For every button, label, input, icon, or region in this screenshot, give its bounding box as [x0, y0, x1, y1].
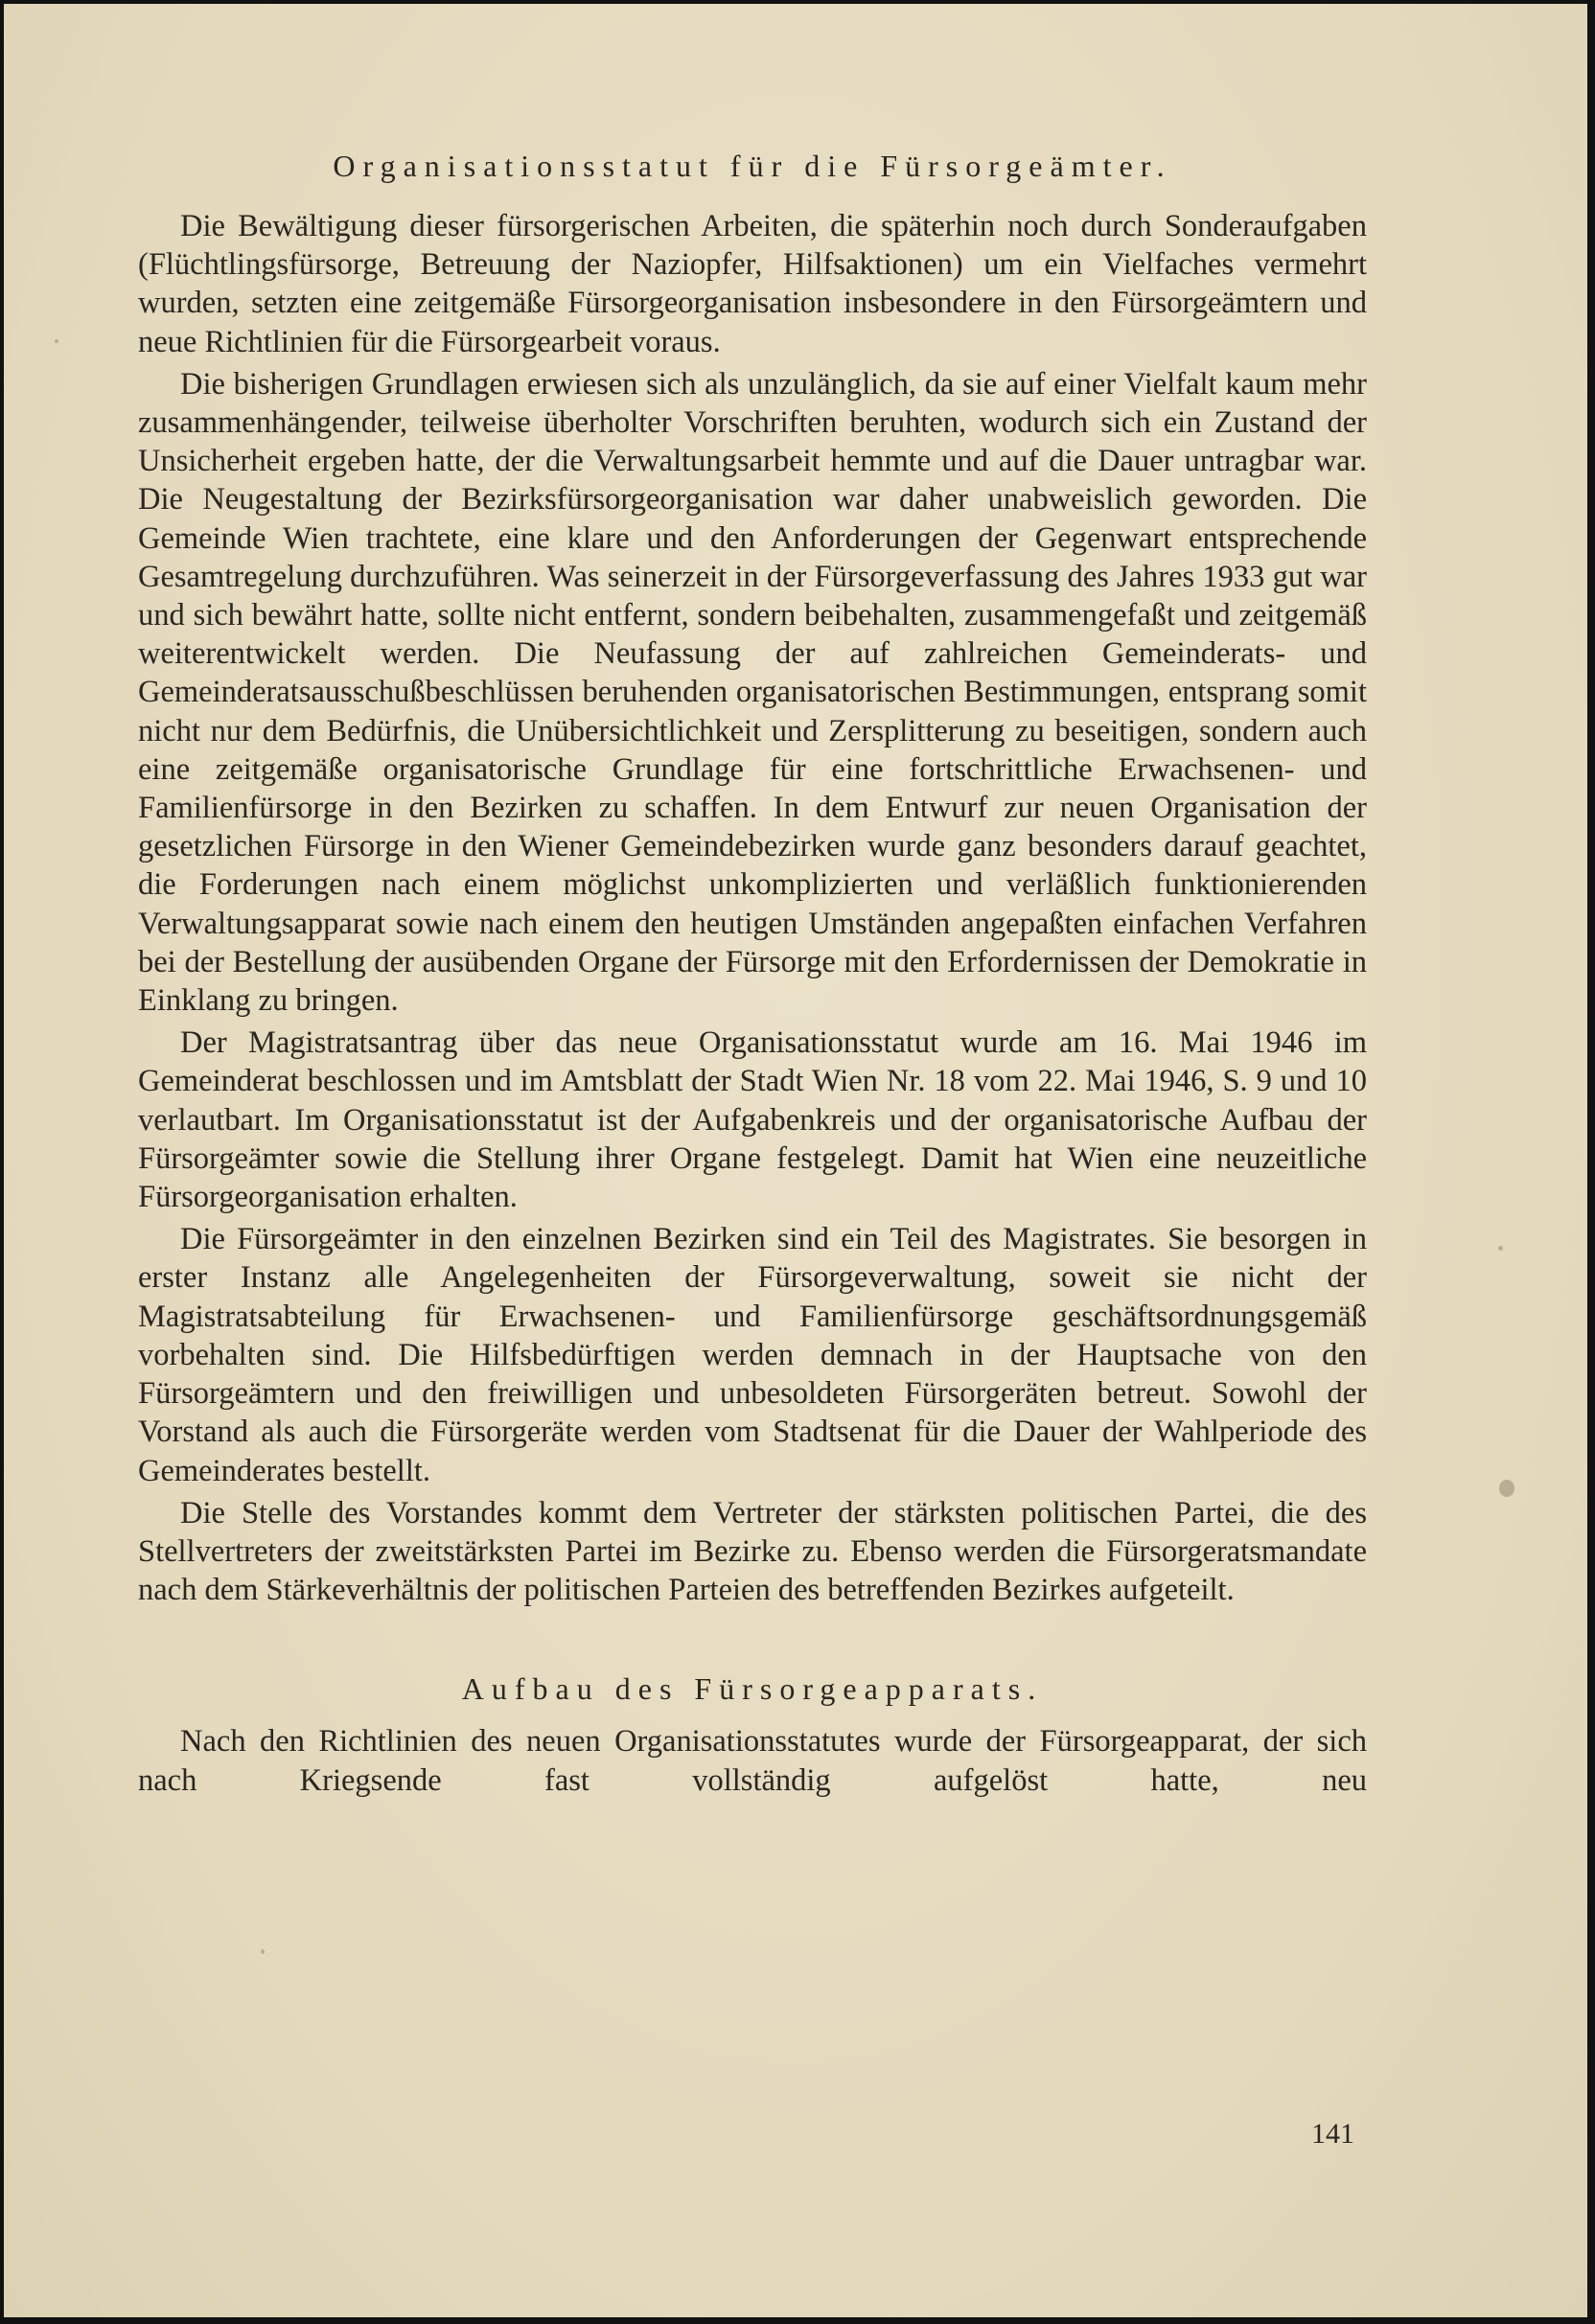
paragraph: Die bisherigen Grundlagen erwiesen sich als unzulänglich, da sie auf einer Vielfalt kaum mehr zusammenhängender, teilweise überholter Vorschriften beruhten, wodurch sich ein Zustand der Unsicherheit ergeben hatte, der die Verwaltungsarbeit hemmte und auf die Dauer untragbar war. Die Neugestaltung der Bezirksfürsorgeorganisation war daher unabweislich geworden. Die Gemeinde Wien trachtete, eine klare und den Anforderungen der Gegenwart entsprechende Gesamtregelung durchzuführen. Was seinerzeit in der Fürsorgeverfassung des Jahres 1933 gut war und sich bewährt hatte, sollte nicht entfernt, sondern beibehalten, zusammengefaßt und zeitgemäß weiterentwickelt werden. Die Neufassung der auf zahlreichen Gemeinderats- und Gemeinderatsausschußbeschlüssen beruhenden organisatorischen Bestimmungen, entsprang somit nicht nur dem Bedürfnis, die Unübersichtlichkeit und Zersplitterung zu beseitigen, sondern auch eine zeitgemäße organisatorische Grundlage für eine fortschrittliche Erwachsenen- und Familienfürsorge in den Bezirken zu schaffen. In dem Entwurf zur neuen Organisation der gesetzlichen Fürsorge in den Wiener Gemeindebezirken wurde ganz besonders darauf geachtet, die Forderungen nach einem möglichst unkomplizierten und verläßlich funktionierenden Verwaltungsapparat sowie nach einem den heutigen Umständen angepaßten einfachen Verfahren bei der Bestellung der ausübenden Organe der Fürsorge mit den Erfordernissen der Demokratie in Einklang zu bringen.	[138, 366, 1367, 1019]
paragraph: Die Stelle des Vorstandes kommt dem Vertreter der stärksten politischen Partei, die des Stellvertreters der zweitstärksten Partei im Bezirke zu. Ebenso werden die Fürsorgeratsmandate nach dem Stärkeverhältnis der politischen Parteien des betreffenden Bezirkes aufgeteilt.	[138, 1495, 1367, 1608]
paragraph: Die Bewältigung dieser fürsorgerischen Arbeiten, die späterhin noch durch Sonderaufgaben (Flüchtlingsfürsorge, Betreuung der Naziopfer, Hilfsaktionen) um ein Vielfaches vermehrt wurden, setzten eine zeitgemäße Fürsorgeorganisation insbesondere in den Fürsorgeämtern und neue Richtlinien für die Fürsorgearbeit voraus.	[138, 209, 1367, 359]
paper-speck	[1499, 1480, 1514, 1497]
paper-speck	[55, 339, 58, 343]
document-page	[4, 4, 1587, 2317]
paper-speck	[1498, 1246, 1503, 1251]
document-body	[138, 146, 1367, 1800]
paragraph: Die Fürsorgeämter in den einzelnen Bezirken sind ein Teil des Magistrates. Sie besorgen in erster Instanz alle Angelegenheiten der Fürsorgeverwaltung, soweit sie nicht der Magistratsabteilung für Erwachsenen- und Familienfürsorge geschäftsordnungsgemäß vorbehalten sind. Die Hilfsbedürftigen werden demnach in der Hauptsache von den Fürsorgeämtern und den freiwilligen und unbesoldeten Fürsorgeräten betreut. Sowohl der Vorstand als auch die Fürsorgeräte werden vom Stadtsenat für die Dauer der Wahlperiode des Gemeinderates bestellt.	[138, 1222, 1367, 1488]
paper-speck	[261, 1949, 265, 1954]
section-heading: Aufbau des Fürsorgeapparats.	[461, 1671, 1044, 1707]
paragraph: Der Magistratsantrag über das neue Organisationsstatut wurde am 16. Mai 1946 im Gemeinderat beschlossen und im Amtsblatt der Stadt Wien Nr. 18 vom 22. Mai 1946, S. 9 und 10 verlautbart. Im Organisationsstatut ist der Aufgabenkreis und der organisatorische Aufbau der Fürsorgeämter sowie die Stellung ihrer Organe festgelegt. Damit hat Wien eine neuzeitliche Fürsorgeorganisation erhalten.	[138, 1025, 1367, 1215]
section-heading: Organisationsstatut für die Fürsorgeämter.	[333, 149, 1172, 183]
paragraph: Nach den Richtlinien des neuen Organisationsstatutes wurde der Fürsorgeapparat, der sich nach Kriegsende fast vollständig aufgelöst hatte, neu	[138, 1724, 1367, 1798]
page-number: 141	[1311, 2118, 1354, 2150]
